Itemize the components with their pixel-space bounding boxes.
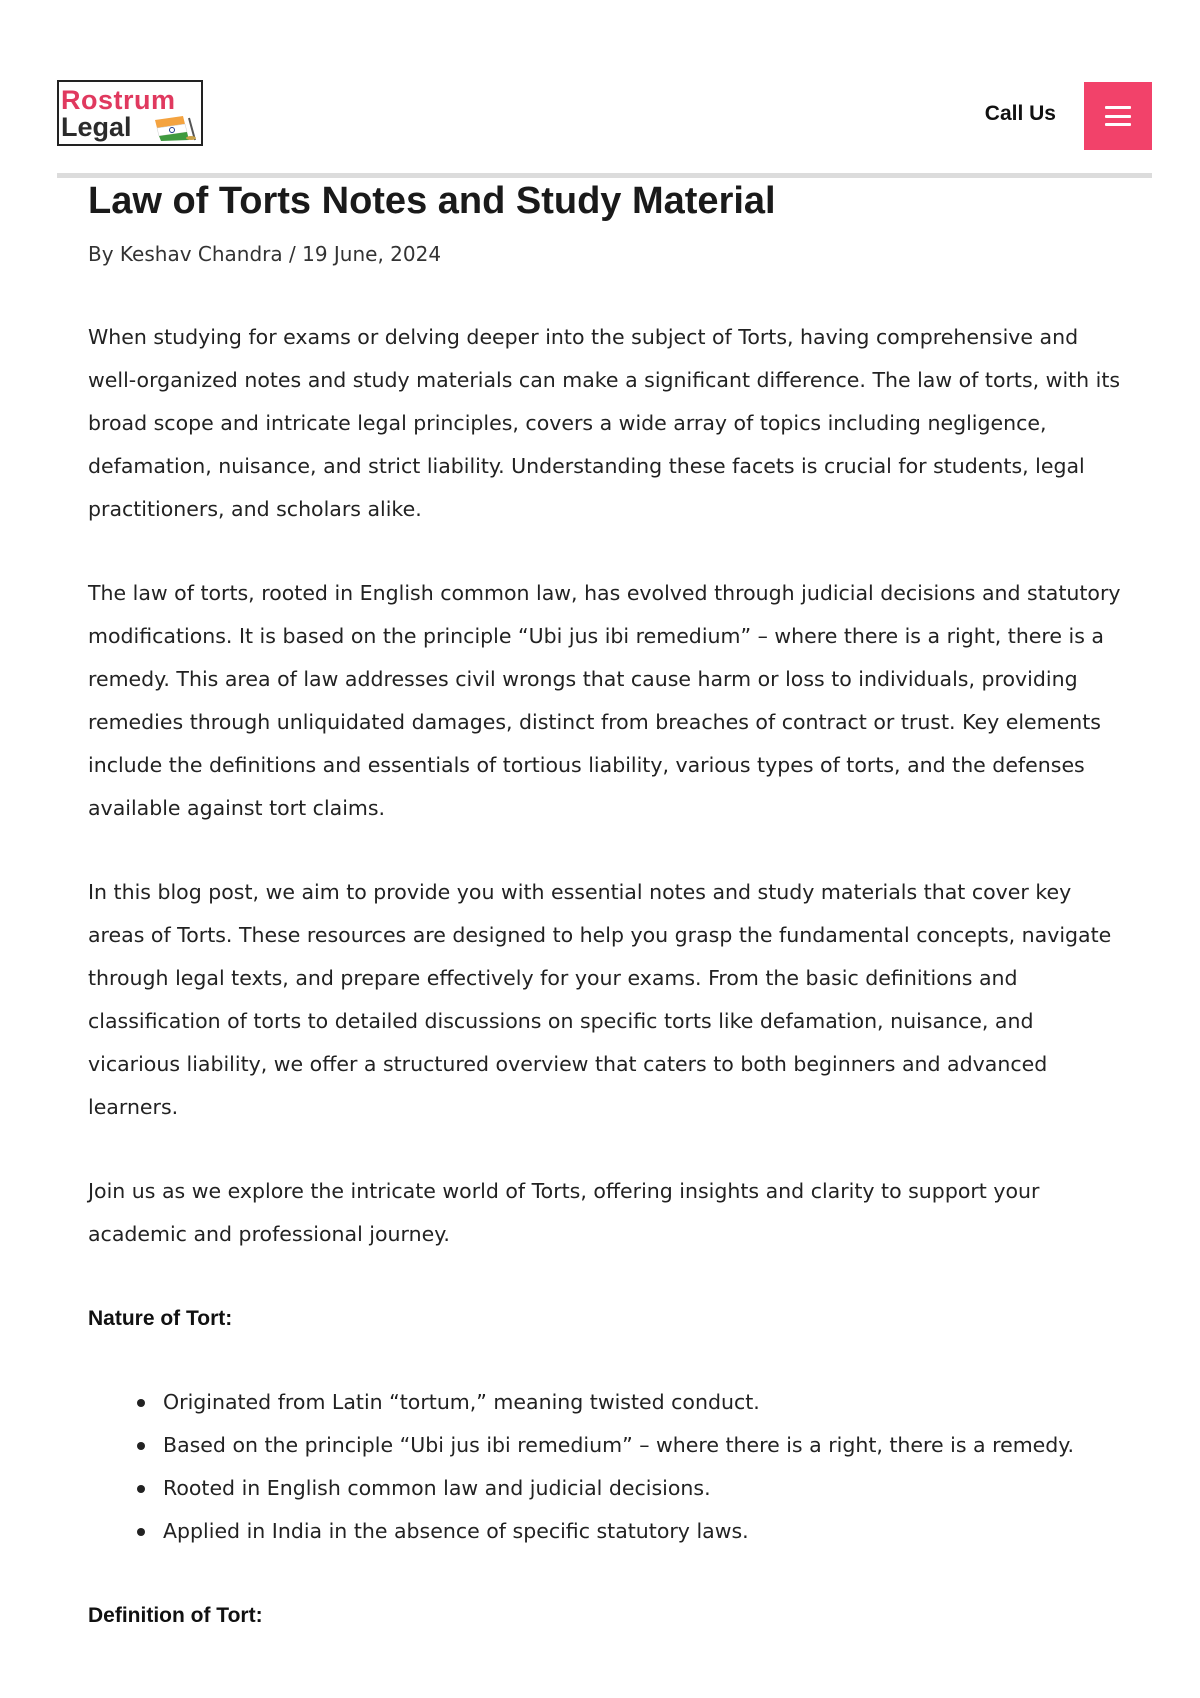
paragraph-3: In this blog post, we aim to provide you with essential notes and study materials that cover key areas of Torts. These resources are designed to help you grasp the fundamental concepts, navigate through legal texts, and prepare effectively for your exams. From the basic definitions and classification of torts to detailed discussions on specific torts like defamation, nuisance, and vicarious liability, we offer a structured overview that caters to both beginners and advanced learners. [88, 880, 1112, 1119]
page-title: Law of Torts Notes and Study Material [88, 180, 776, 222]
india-flag-icon [153, 114, 197, 142]
publish-date: 19 June, 2024 [302, 242, 442, 266]
paragraph-1: When studying for exams or delving deeper into the subject of Torts, having comprehensive and well-organized notes and study materials can make a significant difference. The law of torts, with its broad scope and intricate legal principles, covers a wide array of topics including negligence, defamation, nuisance, and strict liability. Understanding these facets is crucial for students, legal practitioners, and scholars alike. [88, 325, 1121, 521]
section-heading-nature: Nature of Tort: [88, 1307, 233, 1330]
list-item: Based on the principle “Ubi jus ibi remedium” – where there is a right, there is a remedy. [88, 1424, 1128, 1467]
site-logo[interactable] [57, 80, 203, 146]
author-link[interactable]: Keshav Chandra [119, 242, 283, 266]
menu-button[interactable] [1084, 82, 1152, 150]
nature-bullet-list [88, 1381, 1128, 1553]
hamburger-icon [1105, 106, 1131, 126]
article-content [88, 178, 1128, 1637]
paragraph-4: Join us as we explore the intricate world of Torts, offering insights and clarity to support your academic and professional journey. [88, 1179, 1040, 1246]
section-heading-definition: Definition of Tort: [88, 1604, 263, 1627]
logo-text-rostrum: Rostrum [61, 85, 176, 115]
logo-text-legal: Legal [61, 112, 132, 142]
call-us-link[interactable]: Call Us [984, 102, 1056, 125]
paragraph-2: The law of torts, rooted in English common law, has evolved through judicial decisions and statutory modifications. It is based on the principle “Ubi jus ibi remedium” – where there is a right, there is a remedy. This area of law addresses civil wrongs that cause harm or loss to individuals, providing remedies through unliquidated damages, distinct from breaches of contract or trust. Key elements include the definitions and essentials of tortious liability, various types of torts, and the defenses available against tort claims. [88, 581, 1121, 820]
article-byline [88, 240, 1128, 268]
site-header [57, 80, 1152, 176]
list-item: Rooted in English common law and judicial decisions. [88, 1467, 1128, 1510]
list-item: Originated from Latin “tortum,” meaning twisted conduct. [88, 1381, 1128, 1424]
byline-prefix: By [88, 242, 120, 266]
list-item: Applied in India in the absence of specific statutory laws. [88, 1510, 1128, 1553]
byline-separator: / [282, 242, 303, 266]
